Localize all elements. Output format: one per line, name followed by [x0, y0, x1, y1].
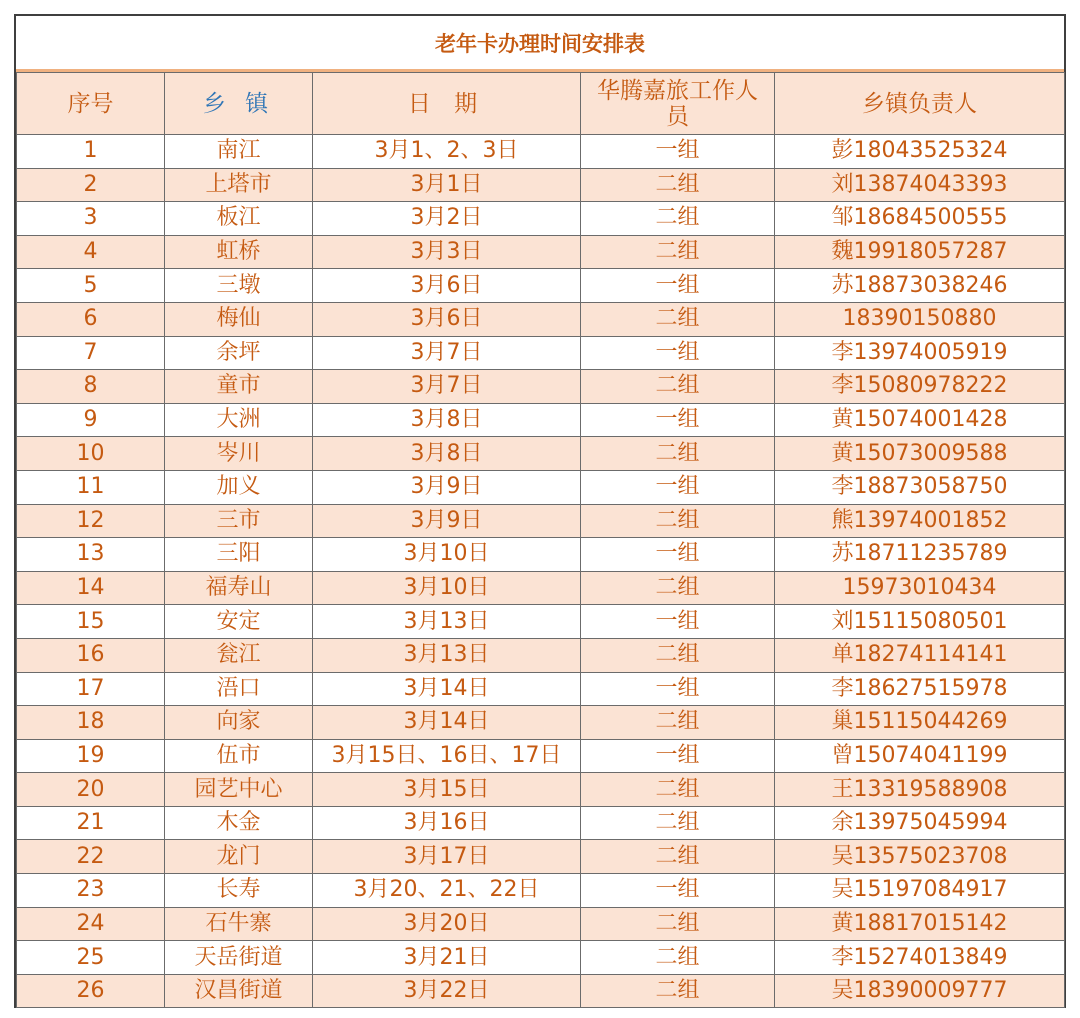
table-row — [17, 974, 1065, 1008]
cell-staff: 一组 — [581, 336, 775, 370]
cell-town: 童市 — [165, 370, 313, 404]
cell-date: 3月9日 — [313, 470, 581, 504]
cell-staff: 二组 — [581, 504, 775, 538]
cell-date: 3月3日 — [313, 235, 581, 269]
cell-seq: 1 — [17, 135, 165, 169]
cell-staff: 一组 — [581, 403, 775, 437]
table-row — [17, 168, 1065, 202]
cell-staff: 二组 — [581, 235, 775, 269]
table-row — [17, 773, 1065, 807]
cell-staff: 二组 — [581, 941, 775, 975]
cell-town: 三阳 — [165, 538, 313, 572]
cell-date: 3月2日 — [313, 202, 581, 236]
table-row — [17, 370, 1065, 404]
page-title: 老年卡办理时间安排表 — [16, 16, 1064, 72]
table-row — [17, 806, 1065, 840]
cell-seq: 9 — [17, 403, 165, 437]
header-seq: 序号 — [17, 73, 165, 135]
table-row — [17, 941, 1065, 975]
table-header-row — [17, 73, 1065, 135]
table-row — [17, 840, 1065, 874]
cell-seq: 11 — [17, 470, 165, 504]
table-row — [17, 235, 1065, 269]
cell-town: 木金 — [165, 806, 313, 840]
table-row — [17, 302, 1065, 336]
table-row — [17, 706, 1065, 740]
cell-staff: 一组 — [581, 135, 775, 169]
cell-date: 3月17日 — [313, 840, 581, 874]
cell-contact: 曾15074041199 — [775, 739, 1065, 773]
cell-town: 余坪 — [165, 336, 313, 370]
cell-date: 3月13日 — [313, 605, 581, 639]
cell-staff: 二组 — [581, 773, 775, 807]
cell-date: 3月8日 — [313, 403, 581, 437]
cell-contact: 彭18043525324 — [775, 135, 1065, 169]
cell-contact: 邹18684500555 — [775, 202, 1065, 236]
table-row — [17, 403, 1065, 437]
cell-town: 石牛寨 — [165, 907, 313, 941]
cell-town: 伍市 — [165, 739, 313, 773]
cell-date: 3月7日 — [313, 336, 581, 370]
cell-town: 加义 — [165, 470, 313, 504]
cell-town: 虹桥 — [165, 235, 313, 269]
cell-contact: 魏19918057287 — [775, 235, 1065, 269]
table-row — [17, 538, 1065, 572]
header-town: 乡 镇 — [165, 73, 313, 135]
cell-town: 龙门 — [165, 840, 313, 874]
schedule-sheet — [14, 14, 1066, 1008]
cell-staff: 一组 — [581, 269, 775, 303]
cell-town: 瓮江 — [165, 638, 313, 672]
cell-seq: 22 — [17, 840, 165, 874]
cell-contact: 巢15115044269 — [775, 706, 1065, 740]
cell-seq: 19 — [17, 739, 165, 773]
table-row — [17, 571, 1065, 605]
cell-town: 天岳街道 — [165, 941, 313, 975]
cell-date: 3月21日 — [313, 941, 581, 975]
table-row — [17, 672, 1065, 706]
header-contact: 乡镇负责人 — [775, 73, 1065, 135]
cell-date: 3月7日 — [313, 370, 581, 404]
cell-date: 3月13日 — [313, 638, 581, 672]
table-row — [17, 907, 1065, 941]
cell-contact: 李15080978222 — [775, 370, 1065, 404]
cell-date: 3月20日 — [313, 907, 581, 941]
cell-seq: 13 — [17, 538, 165, 572]
cell-date: 3月8日 — [313, 437, 581, 471]
table-row — [17, 336, 1065, 370]
cell-seq: 3 — [17, 202, 165, 236]
cell-staff: 二组 — [581, 168, 775, 202]
cell-contact: 李15274013849 — [775, 941, 1065, 975]
cell-seq: 23 — [17, 874, 165, 908]
cell-contact: 刘13874043393 — [775, 168, 1065, 202]
cell-staff: 二组 — [581, 806, 775, 840]
cell-contact: 余13975045994 — [775, 806, 1065, 840]
cell-town: 梅仙 — [165, 302, 313, 336]
cell-contact: 熊13974001852 — [775, 504, 1065, 538]
cell-date: 3月15日 — [313, 773, 581, 807]
cell-date: 3月20、21、22日 — [313, 874, 581, 908]
cell-staff: 二组 — [581, 974, 775, 1008]
cell-seq: 7 — [17, 336, 165, 370]
cell-contact: 18390150880 — [775, 302, 1065, 336]
cell-staff: 二组 — [581, 202, 775, 236]
cell-town: 三墩 — [165, 269, 313, 303]
cell-town: 大洲 — [165, 403, 313, 437]
cell-contact: 单18274114141 — [775, 638, 1065, 672]
cell-seq: 20 — [17, 773, 165, 807]
cell-town: 长寿 — [165, 874, 313, 908]
cell-staff: 二组 — [581, 840, 775, 874]
cell-staff: 二组 — [581, 706, 775, 740]
cell-contact: 吴15197084917 — [775, 874, 1065, 908]
cell-seq: 5 — [17, 269, 165, 303]
cell-date: 3月22日 — [313, 974, 581, 1008]
cell-staff: 一组 — [581, 605, 775, 639]
cell-date: 3月16日 — [313, 806, 581, 840]
cell-date: 3月10日 — [313, 571, 581, 605]
cell-seq: 21 — [17, 806, 165, 840]
cell-seq: 8 — [17, 370, 165, 404]
table-row — [17, 504, 1065, 538]
cell-town: 园艺中心 — [165, 773, 313, 807]
table-row — [17, 470, 1065, 504]
cell-staff: 一组 — [581, 538, 775, 572]
cell-contact: 王13319588908 — [775, 773, 1065, 807]
cell-date: 3月6日 — [313, 269, 581, 303]
cell-date: 3月6日 — [313, 302, 581, 336]
cell-date: 3月9日 — [313, 504, 581, 538]
cell-town: 福寿山 — [165, 571, 313, 605]
cell-date: 3月1日 — [313, 168, 581, 202]
cell-seq: 24 — [17, 907, 165, 941]
cell-contact: 吴18390009777 — [775, 974, 1065, 1008]
cell-date: 3月10日 — [313, 538, 581, 572]
cell-town: 三市 — [165, 504, 313, 538]
cell-contact: 吴13575023708 — [775, 840, 1065, 874]
table-row — [17, 202, 1065, 236]
cell-seq: 18 — [17, 706, 165, 740]
cell-seq: 16 — [17, 638, 165, 672]
cell-seq: 12 — [17, 504, 165, 538]
cell-contact: 15973010434 — [775, 571, 1065, 605]
cell-staff: 二组 — [581, 571, 775, 605]
header-date: 日 期 — [313, 73, 581, 135]
cell-seq: 10 — [17, 437, 165, 471]
cell-town: 上塔市 — [165, 168, 313, 202]
cell-seq: 15 — [17, 605, 165, 639]
cell-date: 3月15日、16日、17日 — [313, 739, 581, 773]
cell-town: 浯口 — [165, 672, 313, 706]
cell-contact: 李13974005919 — [775, 336, 1065, 370]
cell-town: 汉昌街道 — [165, 974, 313, 1008]
cell-town: 岑川 — [165, 437, 313, 471]
schedule-table — [16, 72, 1065, 1008]
cell-contact: 苏18711235789 — [775, 538, 1065, 572]
cell-staff: 二组 — [581, 437, 775, 471]
cell-contact: 苏18873038246 — [775, 269, 1065, 303]
cell-seq: 4 — [17, 235, 165, 269]
cell-town: 向家 — [165, 706, 313, 740]
table-body — [17, 135, 1065, 1008]
cell-contact: 李18873058750 — [775, 470, 1065, 504]
cell-seq: 17 — [17, 672, 165, 706]
cell-date: 3月14日 — [313, 672, 581, 706]
cell-seq: 25 — [17, 941, 165, 975]
cell-contact: 黄18817015142 — [775, 907, 1065, 941]
table-row — [17, 874, 1065, 908]
table-row — [17, 135, 1065, 169]
cell-seq: 6 — [17, 302, 165, 336]
table-row — [17, 605, 1065, 639]
table-row — [17, 739, 1065, 773]
cell-staff: 二组 — [581, 638, 775, 672]
cell-contact: 刘15115080501 — [775, 605, 1065, 639]
cell-seq: 2 — [17, 168, 165, 202]
cell-contact: 李18627515978 — [775, 672, 1065, 706]
cell-staff: 二组 — [581, 370, 775, 404]
cell-staff: 一组 — [581, 470, 775, 504]
cell-staff: 二组 — [581, 907, 775, 941]
cell-date: 3月14日 — [313, 706, 581, 740]
table-row — [17, 638, 1065, 672]
table-row — [17, 269, 1065, 303]
cell-contact: 黄15073009588 — [775, 437, 1065, 471]
cell-town: 南江 — [165, 135, 313, 169]
cell-contact: 黄15074001428 — [775, 403, 1065, 437]
cell-seq: 26 — [17, 974, 165, 1008]
header-staff: 华腾嘉旅工作人员 — [581, 73, 775, 135]
cell-town: 安定 — [165, 605, 313, 639]
table-row — [17, 437, 1065, 471]
cell-staff: 二组 — [581, 302, 775, 336]
cell-town: 板江 — [165, 202, 313, 236]
cell-date: 3月1、2、3日 — [313, 135, 581, 169]
cell-staff: 一组 — [581, 672, 775, 706]
cell-staff: 一组 — [581, 739, 775, 773]
cell-staff: 一组 — [581, 874, 775, 908]
cell-seq: 14 — [17, 571, 165, 605]
